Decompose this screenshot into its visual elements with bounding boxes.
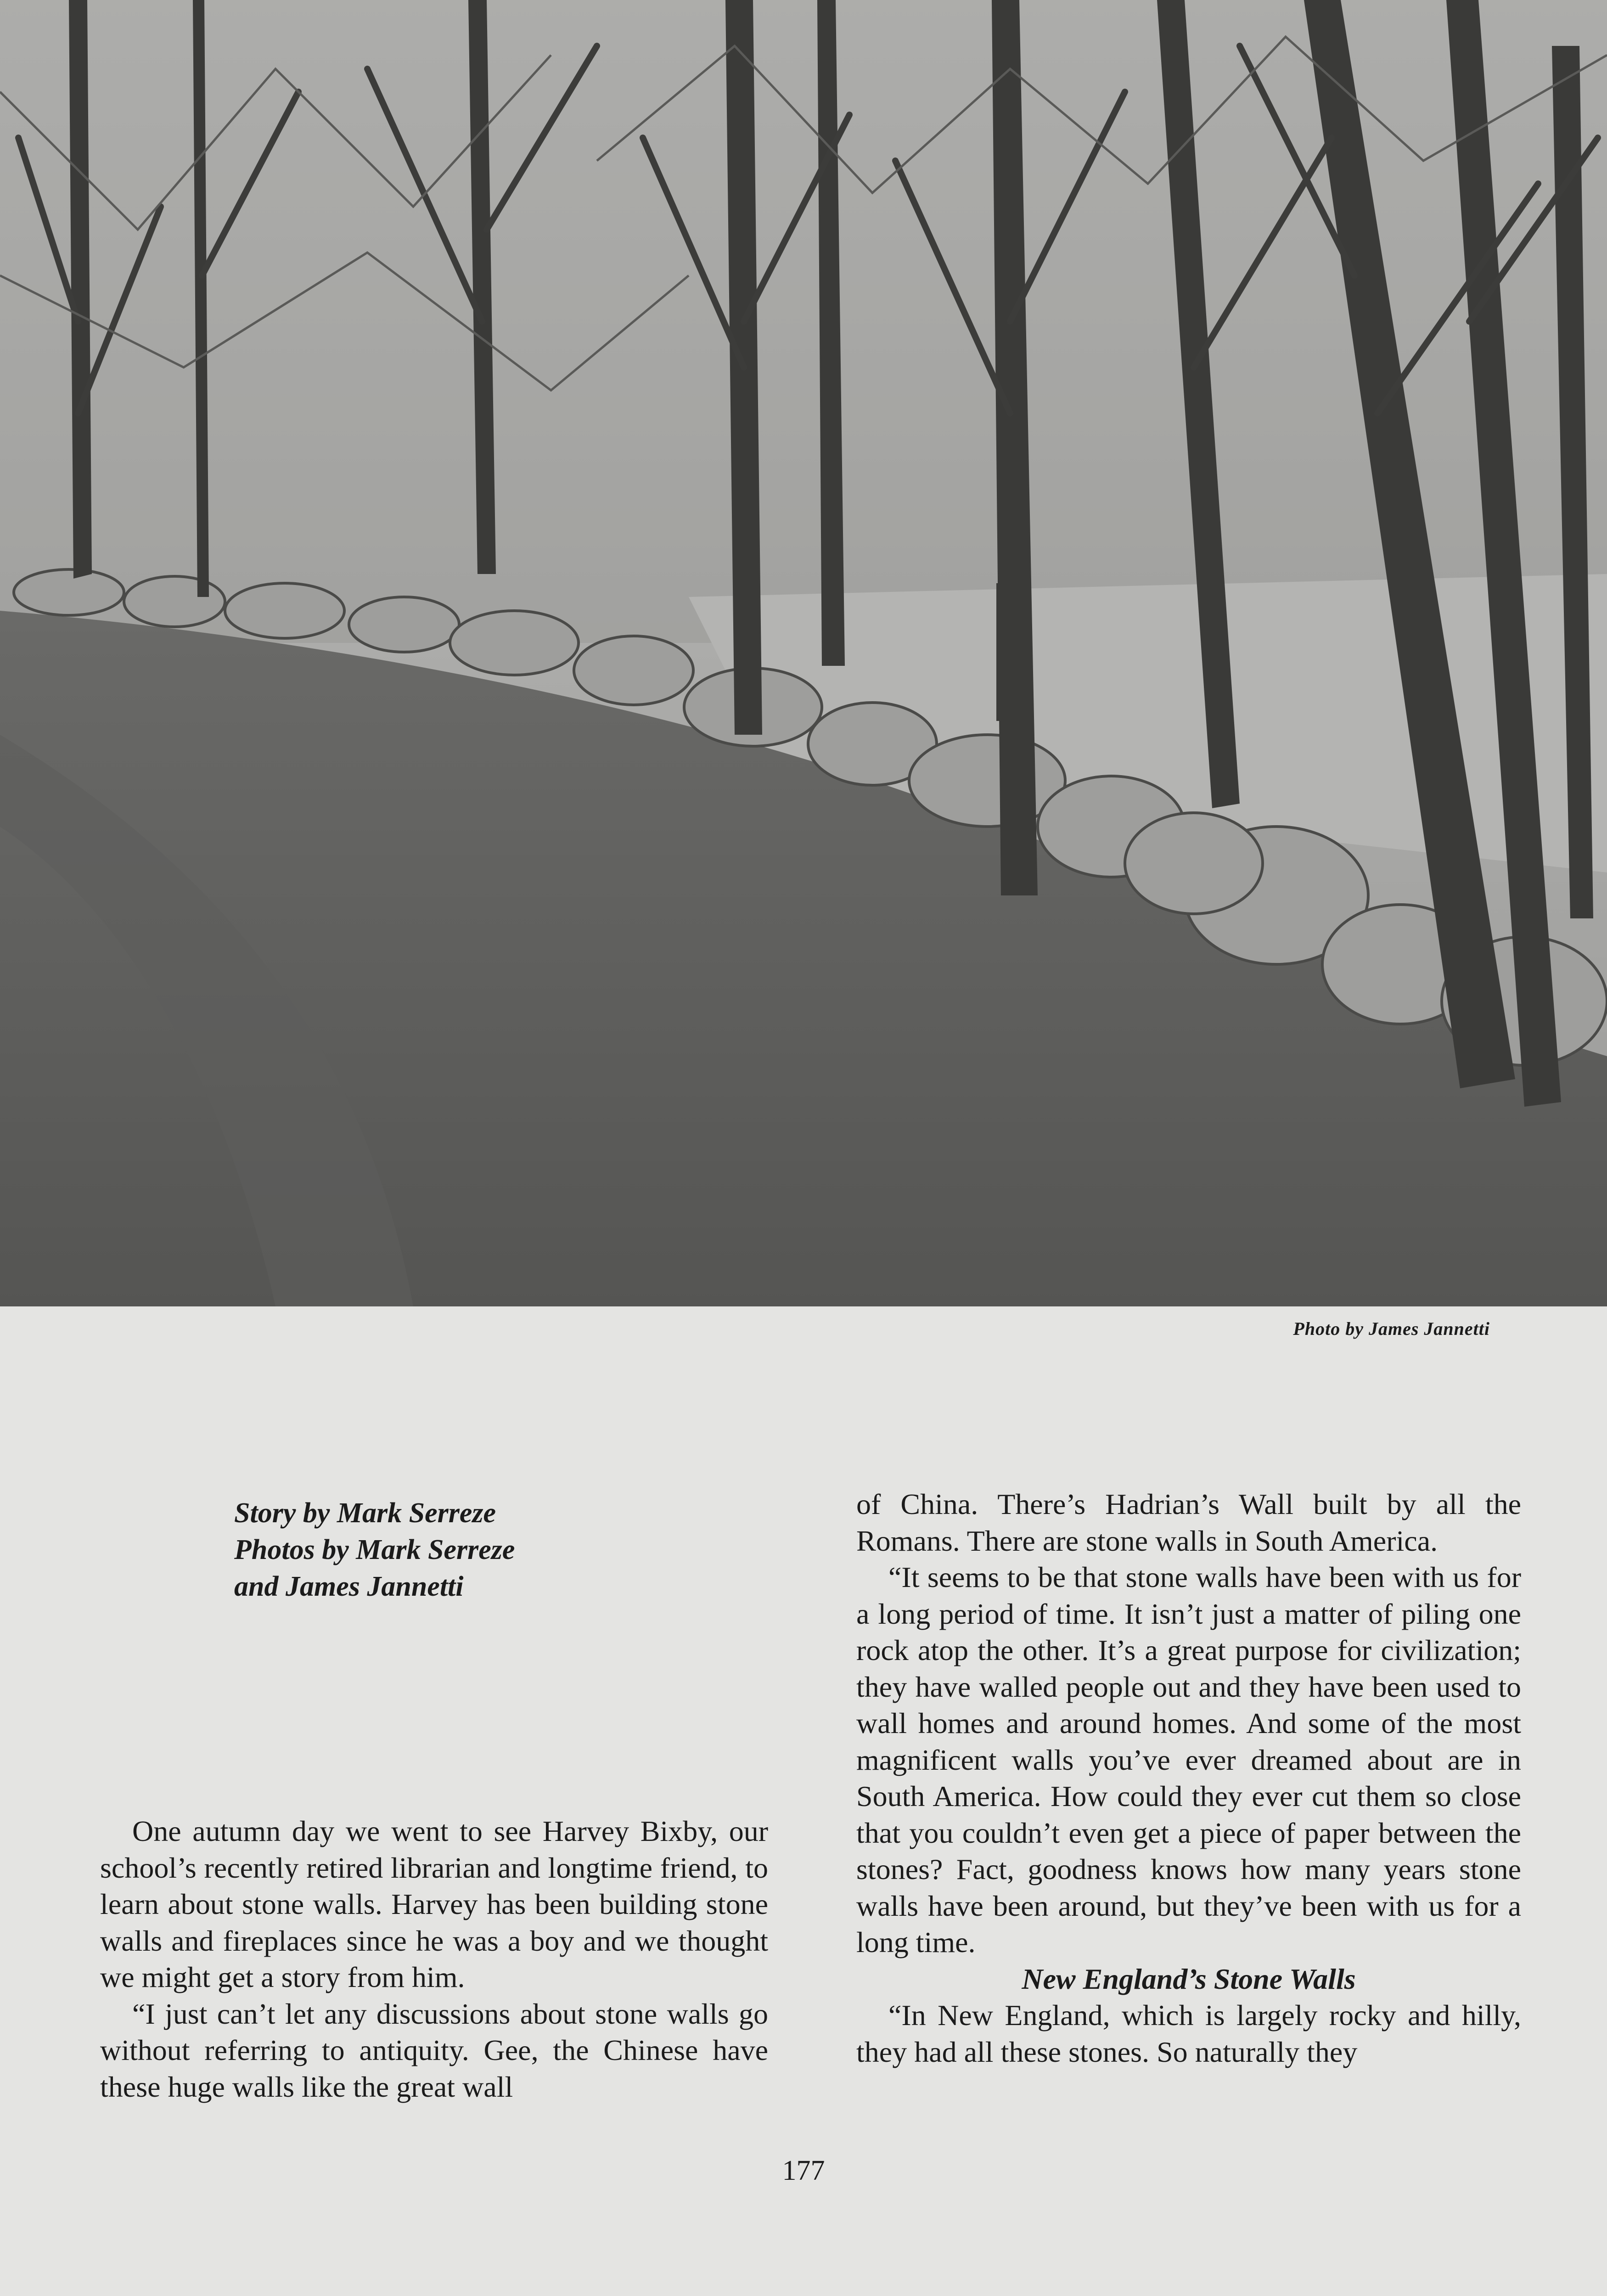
article-column-left — [100, 1813, 768, 2105]
section-subheading: New England’s Stone Walls — [1022, 1962, 1356, 1995]
article-column-right — [856, 1486, 1521, 2070]
paragraph: “It seems to be that stone walls have been with us for a long period of time. It isn’t just a matter of piling one rock atop the other. It’s a great purpose for civilization; they have walled people out and they have been used to wall homes and around homes. And some of the most magnificent walls you’ve ever dreamed about are in South America. How could they ever cut them so close that you couldn’t even get a piece of paper between the stones? Fact, goodness knows how many years stone walls have been around, but they’ve been with us for a long time. — [856, 1561, 1521, 1958]
page-number: 177 — [782, 2155, 825, 2186]
credit-photos-continued: and James Jannetti — [234, 1571, 464, 1602]
paragraph: One autumn day we went to see Harvey Bixby, our school’s recently retired librarian and longtime friend, to learn about stone walls. Harvey has been building stone walls and fireplaces since he was a boy and we thought we might get a story from him. — [100, 1815, 768, 1993]
paragraph: “In New England, which is largely rocky and hilly, they had all these stones. So naturally they — [856, 1999, 1521, 2068]
paragraph: “I just can’t let any discussions about stone walls go without referring to antiquity. Gee, the Chinese have these huge walls like the great wall — [100, 1997, 768, 2103]
credit-story: Story by Mark Serreze — [234, 1497, 496, 1529]
paragraph: of China. There’s Hadrian’s Wall built by all the Romans. There are stone walls in South America. — [856, 1488, 1521, 1557]
story-credits — [234, 1495, 647, 1605]
photo-caption: Photo by James Jannetti — [1293, 1318, 1490, 1339]
credit-photos: Photos by Mark Serreze — [234, 1534, 515, 1565]
